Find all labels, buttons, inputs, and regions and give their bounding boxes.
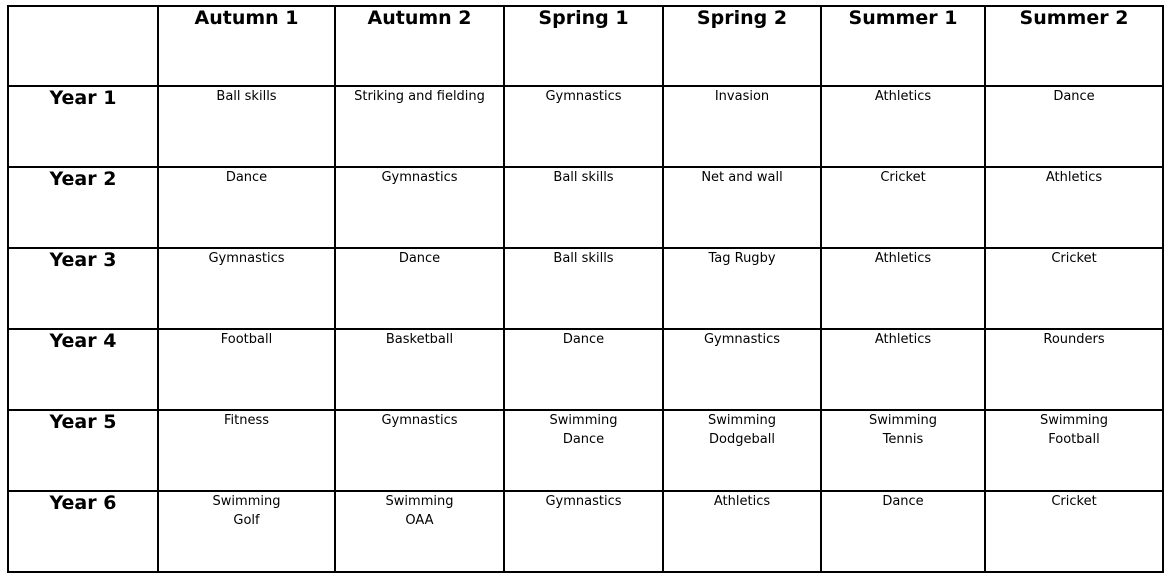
activity-cell	[985, 248, 1163, 329]
activity-name: Swimming	[708, 413, 776, 428]
pe-curriculum-table	[7, 5, 1164, 573]
activity-cell	[335, 167, 504, 248]
activity-name: Swimming	[1040, 413, 1108, 428]
activity-name: Athletics	[874, 332, 932, 347]
activity-cell	[663, 491, 821, 572]
activity-name: Swimming	[212, 494, 281, 509]
activity-cell	[504, 167, 663, 248]
activity-cell	[985, 167, 1163, 248]
activity-name: Cricket	[1051, 494, 1097, 509]
activity-cell	[158, 410, 335, 491]
activity-name: Tag Rugby	[708, 251, 776, 266]
activity-cell	[504, 491, 663, 572]
term-header: Autumn 2	[335, 6, 504, 86]
activity-cell	[985, 491, 1163, 572]
activity-name: Athletics	[874, 89, 932, 104]
activity-name: Gymnastics	[381, 170, 458, 185]
activity-name: Ball skills	[553, 251, 614, 266]
activity-cell	[335, 86, 504, 167]
year-row	[8, 491, 1163, 572]
activity-cell	[663, 329, 821, 410]
activity-cell	[663, 248, 821, 329]
year-label: Year 2	[8, 167, 158, 248]
activity-name: Athletics	[874, 251, 932, 266]
year-label: Year 5	[8, 410, 158, 491]
activity-cell	[158, 491, 335, 572]
activity-name: Fitness	[223, 413, 270, 428]
activity-name: Ball skills	[553, 170, 614, 185]
activity-cell	[663, 86, 821, 167]
year-row	[8, 167, 1163, 248]
activity-cell	[335, 491, 504, 572]
activity-name: Gymnastics	[381, 413, 458, 428]
activity-cell	[504, 329, 663, 410]
activity-name: Gymnastics	[703, 332, 781, 347]
activity-name: Dance	[398, 251, 441, 266]
term-header: Summer 2	[985, 6, 1163, 86]
activity-name: Net and wall	[701, 170, 783, 185]
year-label: Year 1	[8, 86, 158, 167]
term-header: Spring 2	[663, 6, 821, 86]
activity-name: Rounders	[1043, 332, 1105, 347]
activity-name: Dance	[882, 494, 924, 509]
year-label: Year 6	[8, 491, 158, 572]
activity-cell	[335, 410, 504, 491]
activity-name: Dodgeball	[709, 432, 775, 447]
activity-cell	[985, 329, 1163, 410]
activity-name: Striking and fielding	[354, 89, 485, 104]
activity-cell	[663, 410, 821, 491]
activity-cell	[504, 248, 663, 329]
activity-name: Football	[1048, 432, 1100, 447]
activity-cell	[821, 329, 985, 410]
activity-cell	[158, 167, 335, 248]
activity-name: Swimming	[869, 413, 937, 428]
term-header: Spring 1	[504, 6, 663, 86]
activity-cell	[158, 86, 335, 167]
activity-name: Dance	[562, 432, 605, 447]
activity-name: Football	[220, 332, 273, 347]
activity-name: Gymnastics	[545, 89, 622, 104]
activity-name: Cricket	[880, 170, 926, 185]
activity-cell	[663, 167, 821, 248]
activity-cell	[335, 248, 504, 329]
year-row	[8, 86, 1163, 167]
year-row	[8, 329, 1163, 410]
activity-name: OAA	[405, 513, 434, 528]
activity-name: Gymnastics	[545, 494, 622, 509]
activity-name: Athletics	[1045, 170, 1103, 185]
activity-name: Swimming	[385, 494, 454, 509]
activity-cell	[821, 167, 985, 248]
activity-cell	[158, 329, 335, 410]
corner-cell	[8, 6, 158, 86]
year-label: Year 3	[8, 248, 158, 329]
activity-name: Golf	[233, 513, 260, 528]
year-label: Year 4	[8, 329, 158, 410]
activity-name: Swimming	[549, 413, 618, 428]
activity-name: Dance	[562, 332, 605, 347]
activity-name: Tennis	[882, 432, 924, 447]
year-row	[8, 248, 1163, 329]
activity-cell	[335, 329, 504, 410]
year-row	[8, 410, 1163, 491]
activity-name: Basketball	[385, 332, 454, 347]
activity-name: Dance	[1053, 89, 1095, 104]
activity-name: Cricket	[1051, 251, 1097, 266]
term-header: Summer 1	[821, 6, 985, 86]
activity-name: Ball skills	[216, 89, 277, 104]
activity-name: Dance	[225, 170, 268, 185]
activity-cell	[985, 410, 1163, 491]
term-header-row	[8, 6, 1163, 86]
activity-cell	[985, 86, 1163, 167]
activity-cell	[821, 248, 985, 329]
activity-cell	[821, 491, 985, 572]
activity-name: Gymnastics	[208, 251, 285, 266]
activity-cell	[158, 248, 335, 329]
activity-cell	[821, 410, 985, 491]
activity-cell	[504, 86, 663, 167]
activity-name: Invasion	[714, 89, 770, 104]
activity-cell	[504, 410, 663, 491]
activity-name: Athletics	[713, 494, 771, 509]
term-header: Autumn 1	[158, 6, 335, 86]
activity-cell	[821, 86, 985, 167]
